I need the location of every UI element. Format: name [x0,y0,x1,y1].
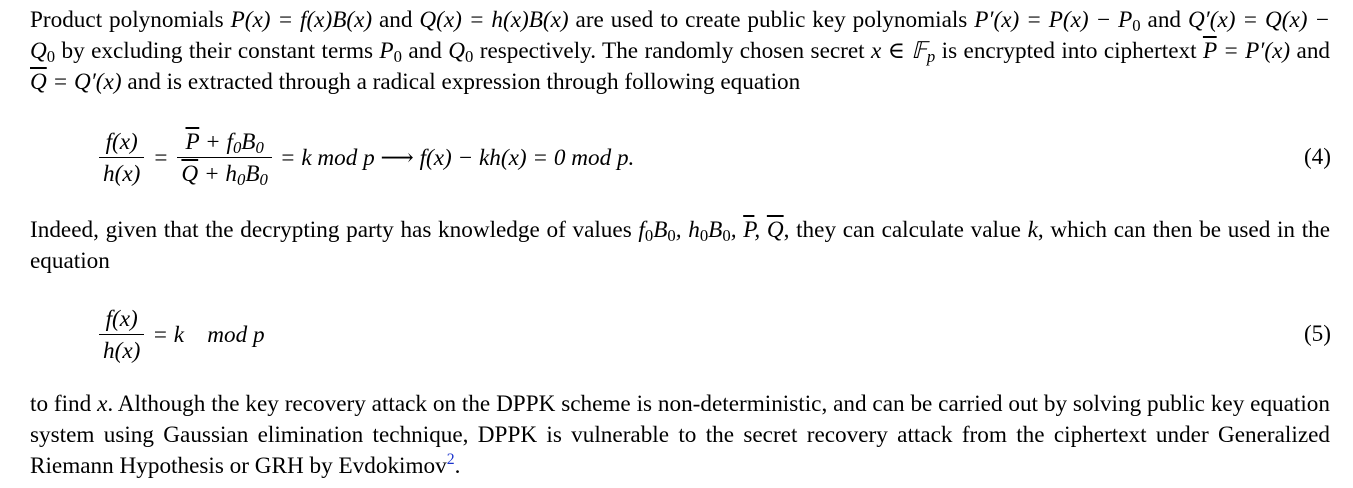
math: Q(x) = h(x)B(x) [419,7,569,33]
equation-number: (4) [1303,144,1331,170]
numerator: f(x) [105,129,138,155]
subscript: 0 [644,226,654,246]
math: x [97,391,108,417]
text: to find [30,391,98,417]
math: $\overline{Q}$ [30,69,47,95]
math: P(x) = f(x)B(x) [230,7,373,33]
math: = Q′(x) [46,69,122,95]
text: and is extracted through a radical expression through following equation [121,69,801,95]
math: B [241,129,256,155]
subscript: 0 [464,47,474,67]
math: , h [675,217,700,243]
footnote-link[interactable]: 2 [446,451,455,469]
subscript: 0 [232,138,242,158]
text: respectively. The randomly chosen secret [473,38,872,64]
text: . Although the key recovery attack on the DPPK scheme is non-deterministic, and can be carried out by solving public key equation system using Gaussian elimination technique, DPPK is vulnerable to the secret recovery attack from the ciphertext under Generalized Riemann Hypothesis or GRH by Evdokimov [30,391,1330,479]
math: = P′(x) [1216,38,1291,64]
math: P′(x) = P(x) − P [974,7,1133,33]
math: $\overline{Q}$ [766,217,784,243]
math: x ∈ 𝔽 [871,38,927,64]
text: . [454,453,461,479]
fraction-f-over-h [99,128,144,188]
text: , they can calculate value [783,217,1028,243]
math: $\overline{P}$ [1202,38,1217,64]
math: , [754,217,767,243]
denominator: h(x) [99,334,144,365]
equation-number: (5) [1303,321,1331,347]
subscript: 0 [722,226,731,246]
subscript: 0 [667,226,676,246]
math: $\overline{P}$ [185,129,200,155]
subscript: 0 [255,138,264,158]
subscript: 0 [1132,16,1141,36]
text: and [372,7,420,33]
equals-sign: = [154,144,168,171]
math: , [730,217,744,243]
equation-tail: = k mod p ⟶ f(x) − kh(x) = 0 mod p. [279,144,635,171]
math: P [379,38,394,64]
subscript: 0 [259,170,268,190]
math: k [1027,217,1038,243]
subscript: 0 [393,47,402,67]
text: Product polynomials [30,7,231,33]
text: is encrypted into ciphertext [935,38,1203,64]
subscript: p [926,47,936,67]
paragraph-1 [30,5,1330,98]
equation-5-body [95,300,265,370]
text: by excluding their constant terms [55,38,380,64]
fraction-ciphertext [177,128,271,188]
equation-4 [0,123,1353,193]
subscript: 0 [699,226,709,246]
fraction-f-over-h [99,305,144,365]
equation-5 [0,300,1353,370]
math: B [653,217,668,243]
paragraph-2 [30,215,1330,277]
math: Q′(x) = Q(x) − Q [30,7,1331,64]
math: $\overline{Q}$ [181,161,199,187]
numerator [182,128,268,157]
math: + f [199,129,233,155]
paragraph-3 [30,389,1330,482]
denominator [177,157,271,188]
math: $\overline{P}$ [743,217,755,243]
text: Indeed, given that the decrypting party has knowledge of values [30,217,639,243]
math: f [638,217,645,243]
math: B [708,217,723,243]
text: , which can then be used in the equation [30,217,1331,274]
math: B [245,161,260,187]
text: and [401,38,449,64]
denominator: h(x) [99,157,144,188]
numerator: f(x) [105,306,138,332]
subscript: 0 [46,47,56,67]
text: and [1290,38,1331,64]
math: + h [198,161,238,187]
equation-4-body [95,123,634,193]
equation-tail: = k mod p [152,321,265,348]
math: Q [448,38,465,64]
subscript: 0 [237,170,246,190]
text: and [1140,7,1188,33]
text: are used to create public key polynomials [568,7,975,33]
